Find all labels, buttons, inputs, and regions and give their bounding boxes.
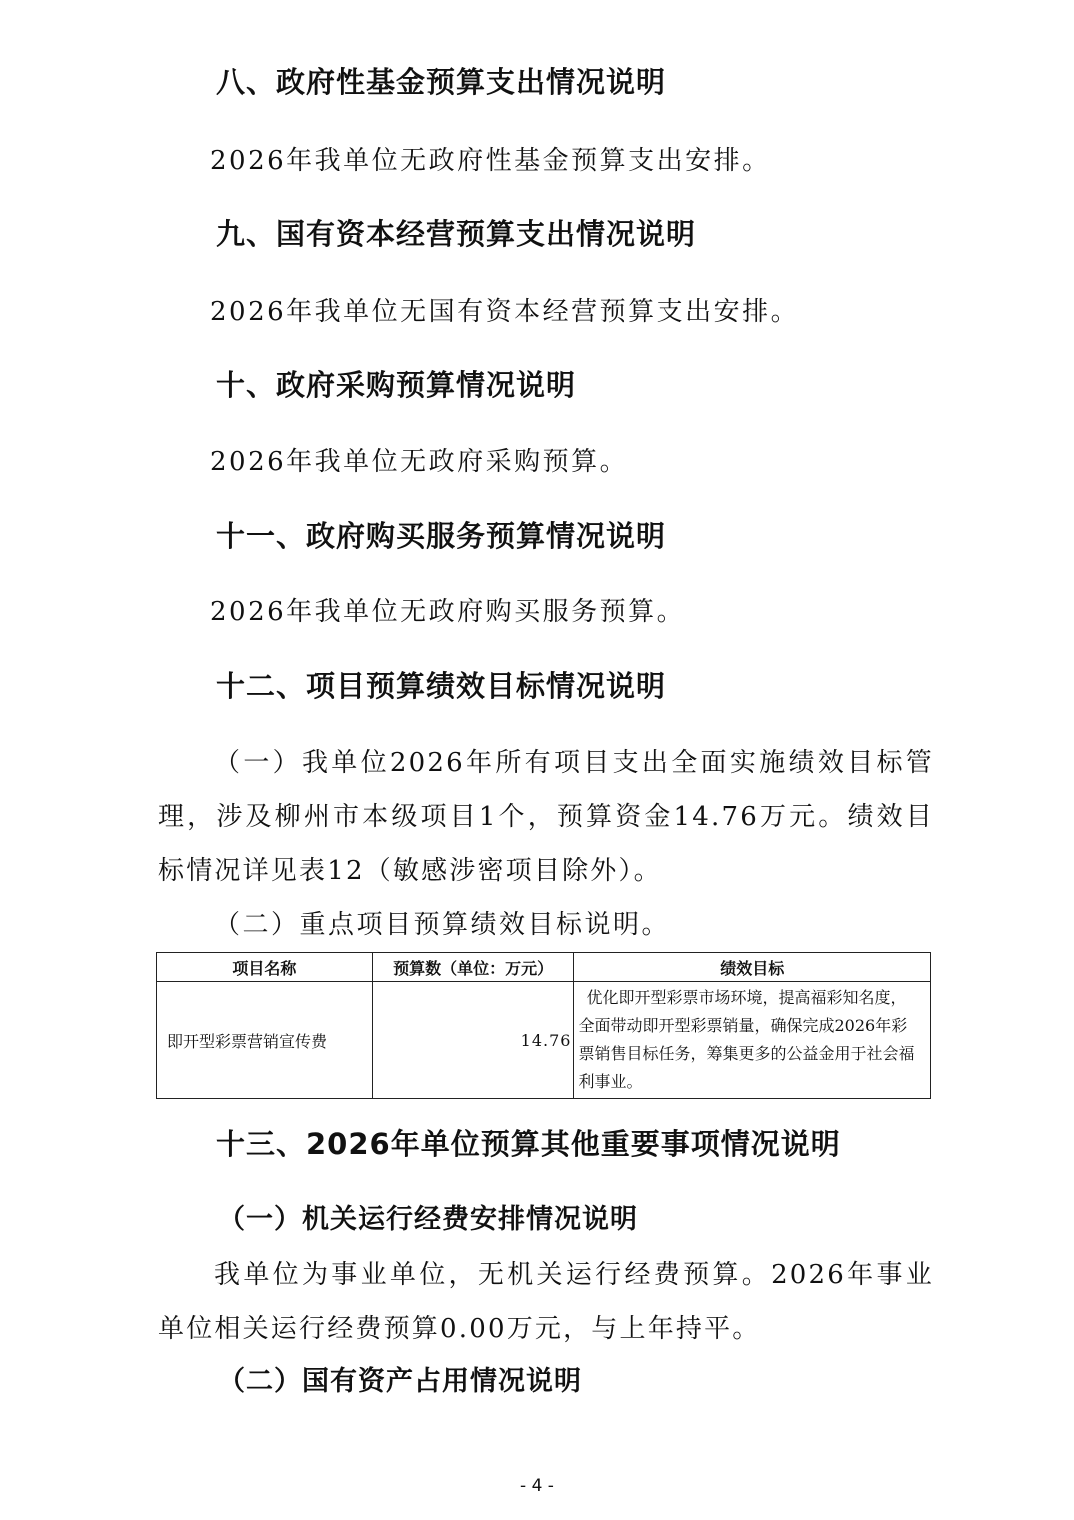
section-10-text: 2026年我单位无政府采购预算。 bbox=[210, 447, 629, 477]
header-project-name: 项目名称 bbox=[157, 953, 373, 982]
section-11-text: 2026年我单位无政府购买服务预算。 bbox=[210, 597, 686, 627]
table-row bbox=[157, 982, 931, 1099]
table-header-row bbox=[157, 953, 931, 982]
cell-budget-amount: 14.76 bbox=[372, 982, 574, 1099]
section-12-paragraph-1: （一）我单位2026年所有项目支出全面实施绩效目标管理，涉及柳州市本级项目1个，预算资金14.76万元。绩效目标情况详见表12（敏感涉密项目除外）。 bbox=[158, 748, 934, 886]
section-13-paragraph-1: 我单位为事业单位，无机关运行经费预算。2026年事业单位相关运行经费预算0.00万元，与上年持平。 bbox=[158, 1260, 934, 1344]
section-13-heading: 十三、2026年单位预算其他重要事项情况说明 bbox=[216, 1127, 841, 1161]
performance-goal-table bbox=[156, 952, 931, 1099]
section-12-heading: 十二、项目预算绩效目标情况说明 bbox=[216, 669, 667, 703]
section-13-subheading-1: （一）机关运行经费安排情况说明 bbox=[218, 1204, 638, 1235]
section-8-heading: 八、政府性基金预算支出情况说明 bbox=[216, 65, 667, 99]
header-budget-amount: 预算数（单位：万元） bbox=[372, 953, 574, 982]
section-11-heading: 十一、政府购买服务预算情况说明 bbox=[216, 519, 667, 553]
section-12-paragraph-2: （二）重点项目预算绩效目标说明。 bbox=[214, 910, 671, 940]
header-performance-goal: 绩效目标 bbox=[574, 953, 931, 982]
section-9-text: 2026年我单位无国有资本经营预算支出安排。 bbox=[210, 297, 800, 327]
cell-project-name: 即开型彩票营销宣传费 bbox=[157, 982, 373, 1099]
page-number: - 4 - bbox=[520, 1476, 554, 1496]
cell-performance-goal: 优化即开型彩票市场环境，提高福彩知名度，全面带动即开型彩票销量，确保完成2026年彩票销售目标任务，筹集更多的公益金用于社会福利事业。 bbox=[574, 982, 931, 1099]
section-10-heading: 十、政府采购预算情况说明 bbox=[216, 368, 577, 402]
section-9-heading: 九、国有资本经营预算支出情况说明 bbox=[216, 217, 697, 251]
section-8-text: 2026年我单位无政府性基金预算支出安排。 bbox=[210, 146, 771, 176]
section-13-subheading-2: （二）国有资产占用情况说明 bbox=[218, 1366, 582, 1397]
